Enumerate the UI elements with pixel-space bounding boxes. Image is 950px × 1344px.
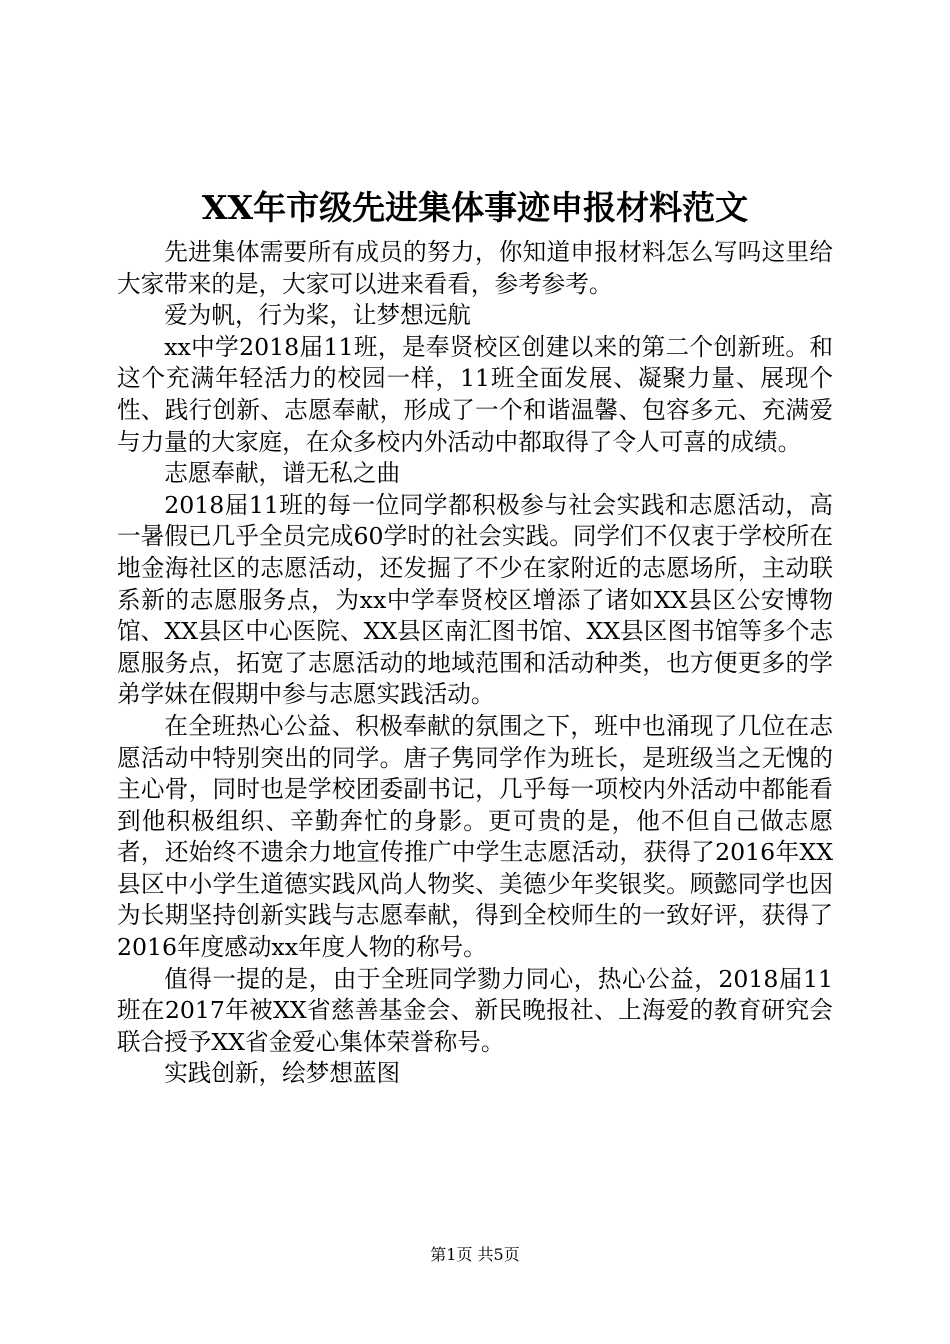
paragraph: 值得一提的是，由于全班同学勠力同心，热心公益，2018届11班在2017年被XX省慈善基金会、新民晚报社、上海爱的教育研究会联合授予XX省金爱心集体荣誉称号。: [117, 964, 833, 1056]
document-body: [117, 237, 833, 1090]
paragraph: 在全班热心公益、积极奉献的氛围之下，班中也涌现了几位在志愿活动中特别突出的同学。唐子隽同学作为班长，是班级当之无愧的主心骨，同时也是学校团委副书记，几乎每一项校内外活动中都能看到他积极组织、辛勤奔忙的身影。更可贵的是，他不但自己做志愿者，还始终不遗余力地宣传推广中学生志愿活动，获得了2016年XX县区中小学生道德实践风尚人物奖、美德少年奖银奖。顾懿同学也因为长期坚持创新实践与志愿奉献，得到全校师生的一致好评，获得了2016年度感动xx年度人物的称号。: [117, 711, 833, 962]
page-footer: 第1页 共5页: [430, 1245, 520, 1264]
document-title: XX年市级先进集体事迹申报材料范文: [201, 188, 749, 227]
section-heading: 志愿奉献，谱无私之曲: [164, 459, 401, 488]
section-heading: 实践创新，绘梦想蓝图: [164, 1059, 401, 1088]
paragraph: xx中学2018届11班，是奉贤校区创建以来的第二个创新班。和这个充满年轻活力的校园一样，11班全面发展、凝聚力量、展现个性、践行创新、志愿奉献，形成了一个和谐温馨、包容多元、充满爱与力量的大家庭，在众多校内外活动中都取得了令人可喜的成绩。: [117, 332, 833, 456]
paragraph: 2018届11班的每一位同学都积极参与社会实践和志愿活动，高一暑假已几乎全员完成60学时的社会实践。同学们不仅衷于学校所在地金海社区的志愿活动，还发掘了不少在家附近的志愿场所，主动联系新的志愿服务点，为xx中学奉贤校区增添了诸如XX县区公安博物馆、XX县区中心医院、XX县区南汇图书馆、XX县区图书馆等多个志愿服务点，拓宽了志愿活动的地域范围和活动种类，也方便更多的学弟学妹在假期中参与志愿实践活动。: [117, 490, 833, 709]
section-heading: 爱为帆，行为桨，让梦想远航: [164, 301, 471, 330]
paragraph-intro: 先进集体需要所有成员的努力，你知道申报材料怎么写吗这里给大家带来的是，大家可以进来看看，参考参考。: [117, 238, 833, 298]
